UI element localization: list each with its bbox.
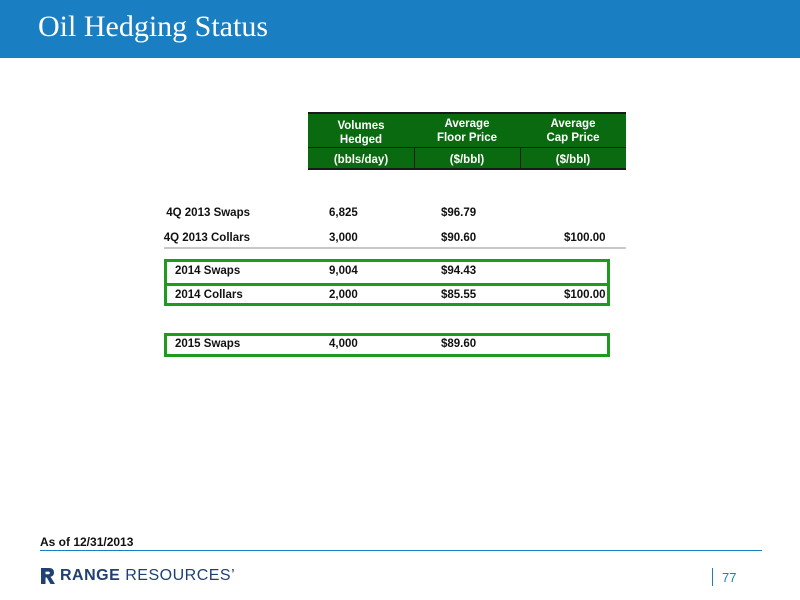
logo-text-light: RESOURCES	[125, 567, 232, 584]
row-floor: $96.79	[441, 207, 477, 219]
row-label: 4Q 2013 Swaps	[166, 207, 250, 219]
row-label: 2015 Swaps	[175, 338, 241, 350]
row-cap: $100.00	[564, 232, 606, 244]
page-number: 77	[722, 570, 737, 585]
row-divider	[164, 247, 626, 249]
col-unit-volumes: (bbls/day)	[333, 154, 389, 166]
col-header-volumes: Volumes Hedged	[337, 120, 385, 146]
row-label: 4Q 2013 Collars	[163, 232, 250, 244]
range-logo-icon	[40, 567, 56, 585]
logo-mark: ’	[231, 567, 236, 584]
title-bar	[0, 0, 800, 58]
row-cap: $100.00	[564, 289, 606, 301]
row-floor: $89.60	[441, 338, 477, 350]
row-floor: $94.43	[441, 265, 477, 277]
page-number-divider	[712, 568, 713, 586]
table-row	[160, 232, 250, 248]
row-floor: $90.60	[441, 232, 477, 244]
row-volume: 6,825	[329, 207, 358, 219]
row-label: 2014 Swaps	[175, 265, 241, 277]
row-volume: 3,000	[329, 232, 358, 244]
table-row	[160, 207, 250, 223]
col-unit-cap: ($/bbl)	[555, 154, 591, 166]
row-volume: 9,004	[329, 265, 358, 277]
row-label: 2014 Collars	[175, 289, 243, 301]
highlight-box-divider	[164, 283, 610, 286]
col-header-cap: Average Cap Price	[546, 118, 600, 144]
col-unit-floor: ($/bbl)	[449, 154, 485, 166]
col-header-floor: Average Floor Price	[436, 118, 498, 144]
footer-rule	[40, 550, 762, 551]
row-floor: $85.55	[441, 289, 477, 301]
row-volume: 2,000	[329, 289, 358, 301]
page-title: Oil Hedging Status	[38, 10, 268, 43]
row-volume: 4,000	[329, 338, 358, 350]
as-of-date: As of 12/31/2013	[40, 535, 134, 549]
header-separator	[308, 147, 626, 148]
logo-text-bold: RANGE	[60, 567, 121, 584]
